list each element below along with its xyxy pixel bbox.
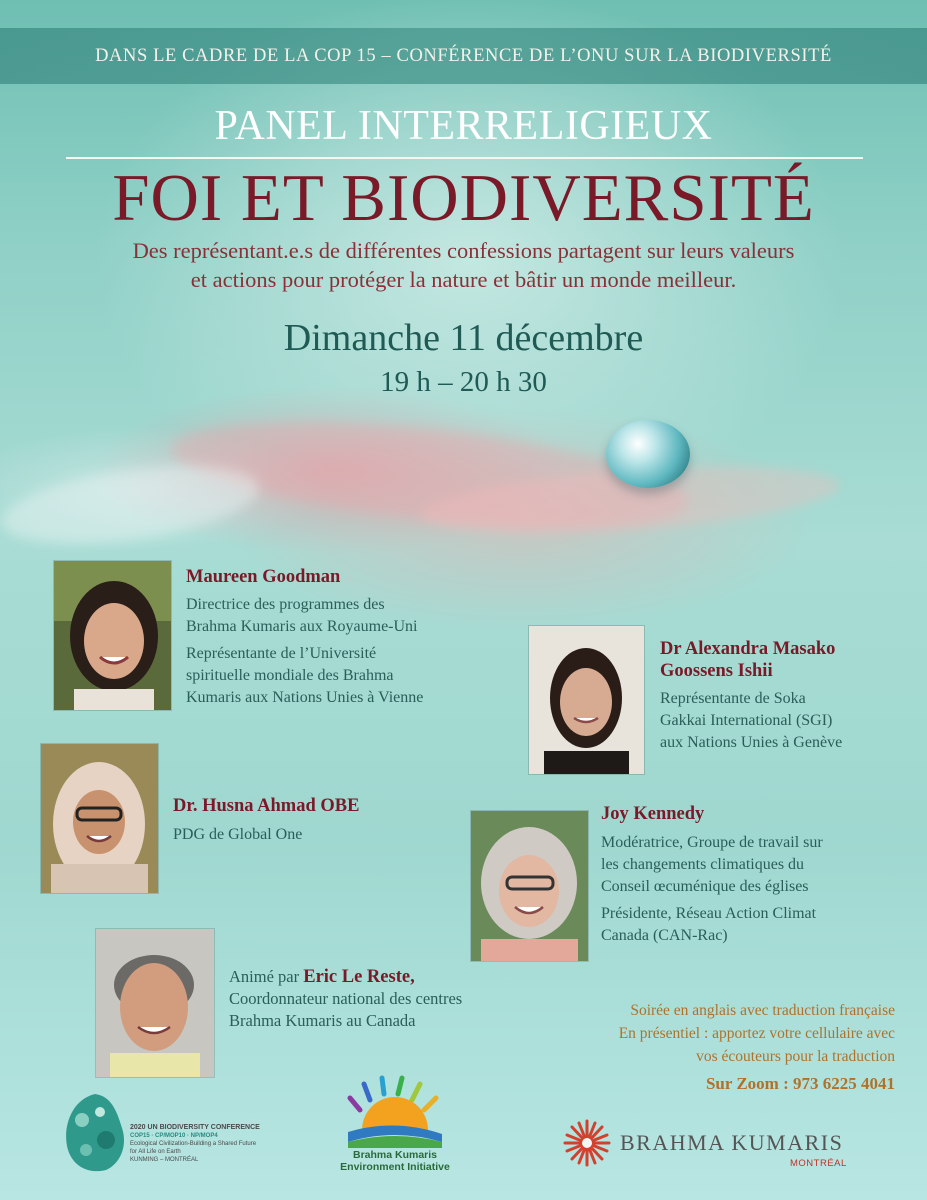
desc-line: Canada (CAN-Rac) — [601, 927, 728, 944]
desc-line: Présidente, Réseau Action Climat — [601, 905, 817, 922]
event-time: 19 h – 20 h 30 — [380, 366, 547, 398]
desc-line: Kumaris aux Nations Unies à Vienne — [186, 689, 424, 706]
title-divider — [66, 157, 863, 159]
cop15-emblem-icon — [60, 1090, 130, 1176]
desc-line: spirituelle mondiale des Brahma — [186, 667, 394, 684]
host-name: Eric Le Reste, — [303, 967, 415, 987]
speaker-photo-alexandra — [528, 625, 645, 775]
panel-title: PANEL INTERRELIGIEUX — [214, 103, 713, 149]
speaker-name: Joy Kennedy — [601, 804, 705, 824]
main-title: FOI ET BIODIVERSITÉ — [112, 161, 815, 235]
speaker-description — [186, 594, 506, 714]
speaker-description — [660, 688, 910, 754]
zoom-meeting-id: Sur Zoom : 973 6225 4041 — [705, 1074, 895, 1093]
desc-line: Représentante de Soka — [660, 690, 806, 707]
sun-rays-icon — [340, 1070, 450, 1150]
speaker-photo-maureen — [53, 560, 172, 711]
desc-line: Gakkai International (SGI) — [660, 712, 833, 729]
speaker-name — [660, 638, 835, 682]
info-line: vos écouteurs pour la traduction — [696, 1048, 895, 1065]
desc-line: Conseil œcuménique des églises — [601, 878, 809, 895]
cop15-logo-text — [130, 1124, 260, 1164]
info-line: Soirée en anglais avec traduction française — [630, 1002, 895, 1019]
desc-line: Modératrice, Groupe de travail sur — [601, 834, 823, 851]
speaker-description — [601, 832, 911, 952]
cop-line: KUNMING – MONTRÉAL — [130, 1157, 199, 1163]
top-banner — [0, 28, 927, 84]
info-line: En présentiel : apportez votre cellulaire avec — [618, 1025, 895, 1042]
speaker-description — [173, 824, 423, 846]
water-drop-image — [606, 420, 690, 488]
speaker-photo-husna — [40, 743, 159, 894]
env-line: Environment Initiative — [340, 1161, 450, 1173]
environment-initiative-text — [320, 1149, 470, 1173]
speaker-name-line: Goossens Ishii — [660, 661, 773, 681]
desc-line: les changements climatiques du — [601, 856, 805, 873]
banner-text: DANS LE CADRE DE LA COP 15 – CONFÉRENCE DE L’ONU SUR LA BIODIVERSITÉ — [95, 45, 832, 66]
flower-petal-decoration — [0, 452, 264, 558]
speaker-name-line: Dr Alexandra Masako — [660, 639, 836, 659]
practical-info — [520, 999, 895, 1095]
subtitle-line: et actions pour protéger la nature et bâtir un monde meilleur. — [190, 267, 737, 292]
desc-line: Brahma Kumaris aux Royaume-Uni — [186, 618, 418, 635]
desc-line: aux Nations Unies à Genève — [660, 734, 843, 751]
desc-line: PDG de Global One — [173, 826, 303, 843]
speaker-name: Dr. Husna Ahmad OBE — [173, 796, 360, 816]
host-info — [229, 966, 462, 1032]
host-desc-line: Coordonnateur national des centres — [229, 989, 463, 1008]
cop-line: COP15 · CP/MOP10 · NP/MOP4 — [130, 1133, 218, 1139]
desc-line: Représentante de l’Université — [186, 645, 377, 662]
host-photo-eric — [95, 928, 215, 1078]
speaker-photo-joy — [470, 810, 589, 962]
brahma-kumaris-name: BRAHMA KUMARIS — [620, 1130, 844, 1155]
speaker-name: Maureen Goodman — [186, 567, 341, 587]
event-date: Dimanche 11 décembre — [283, 317, 644, 359]
host-desc-line: Brahma Kumaris au Canada — [229, 1011, 416, 1030]
cop-line: Ecological Civilization-Building a Shared Future for All Life on Earth — [130, 1141, 257, 1155]
env-line: Brahma Kumaris — [352, 1149, 438, 1161]
subtitle — [40, 236, 887, 294]
brahma-kumaris-city: MONTRÉAL — [790, 1158, 847, 1169]
brahma-kumaris-logo-icon — [562, 1118, 612, 1168]
subtitle-line: Des représentant.e.s de différentes confessions partagent sur leurs valeurs — [132, 238, 795, 263]
cop-line: 2020 UN BIODIVERSITY CONFERENCE — [130, 1124, 260, 1131]
host-prefix: Animé par — [229, 967, 304, 986]
desc-line: Directrice des programmes des — [186, 596, 385, 613]
